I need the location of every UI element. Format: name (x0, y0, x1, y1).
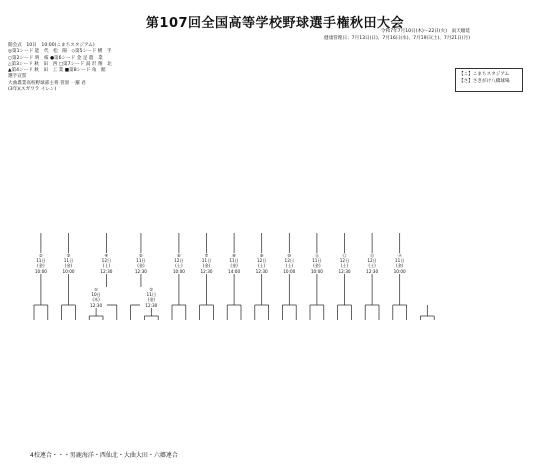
match-time: 12:30 (90, 302, 103, 308)
second-round-match (361, 253, 383, 274)
match-num: ⑬ (369, 253, 375, 258)
match-date: 11日 (312, 258, 322, 264)
match-day: (金) (64, 263, 73, 269)
second-round-match (389, 253, 411, 274)
match-time: 10:00 (172, 268, 185, 274)
seed-row: ▲第4シード 秋 田 工 業 ■第8シード 角 館 (8, 68, 106, 74)
match-day: (土) (102, 263, 111, 269)
match-date: 11日 (229, 258, 239, 264)
match-num: ② (39, 253, 43, 258)
match-day: (木) (92, 297, 100, 303)
match-num: ⑦ (204, 253, 209, 258)
second-round-match (223, 253, 245, 274)
match-num: ⑭ (397, 253, 402, 258)
match-day: (土) (340, 263, 349, 269)
second-round-match (251, 253, 273, 274)
seed-row: △第3シード 秋 田 西 □第7シード 湯 沢 翔 北 (8, 61, 112, 67)
match-num: ⑪ (314, 253, 319, 258)
second-round-match (95, 253, 117, 274)
match-date: 11日 (394, 258, 405, 264)
first-round-match (85, 287, 107, 308)
match-day: (金) (230, 263, 238, 269)
second-round-match (168, 253, 190, 274)
second-round-match (30, 253, 52, 274)
match-day: (土) (285, 263, 294, 269)
seed-row: ○第2シード 明 桜 ●第6シード 金 足 農 業 (8, 55, 103, 61)
match-day: (金) (395, 263, 404, 269)
match-day: (金) (137, 263, 145, 269)
match-date: 11日 (136, 258, 146, 264)
rest-days: 健康管理日：7月13日(日)、7月16日(水)、7月19日(土)、7月21日(月) (324, 36, 470, 41)
match-num: ⑧ (232, 253, 236, 258)
match-time: 12:30 (145, 302, 158, 308)
match-date: 12日 (101, 258, 112, 264)
match-num: ⑨ (259, 253, 264, 258)
match-num: ④ (104, 253, 109, 258)
second-round-match (306, 253, 328, 274)
match-time: 12:30 (338, 268, 351, 274)
oath-name: 大曲農業高校野球部主将 菅原 一羅 君 (8, 80, 86, 86)
match-date: 11日 (63, 258, 74, 264)
match-date: 12日 (367, 258, 377, 264)
match-num: ⑥ (177, 253, 181, 258)
match-day: (金) (37, 263, 45, 269)
match-time: 10:00 (34, 268, 47, 274)
second-round-match (334, 253, 356, 274)
match-num: ⑩ (287, 253, 292, 258)
match-date: 12日 (339, 258, 350, 264)
match-num: ① (149, 287, 154, 292)
match-num: ① (94, 287, 98, 292)
match-time: 10:00 (283, 268, 296, 274)
opening-ceremony: 開会式 10日 10:00(こまちスタジアム) (8, 43, 95, 48)
match-num: ⑫ (342, 253, 347, 258)
match-time: 12:30 (200, 268, 213, 274)
match-day: (金) (202, 263, 211, 269)
second-round-match (278, 253, 300, 274)
seed-row: ◎第1シード 能 代 松 陽 ◇第5シード 横 手 (8, 49, 112, 55)
match-date: 12日 (174, 258, 184, 264)
second-round-match (196, 253, 218, 274)
legend-sakigake: 【さ】さきがけ八橋球場 (459, 79, 510, 84)
match-date: 11日 (36, 258, 46, 264)
footnote: 4校連合・・・男鹿海洋・西仙北・大曲大田・六郷連合 (30, 452, 178, 459)
match-time: 10:00 (393, 268, 406, 274)
match-num: ⑤ (139, 253, 143, 258)
match-day: (土) (368, 263, 376, 269)
match-day: (金) (147, 297, 156, 303)
match-time: 12:30 (366, 268, 379, 274)
match-time: 12:30 (100, 268, 113, 274)
oath-grade: (3年)(スガワラ イレン) (8, 87, 57, 93)
match-day: (土) (175, 263, 183, 269)
match-date: 12日 (284, 258, 295, 264)
match-day: (土) (257, 263, 266, 269)
match-date: 11日 (146, 292, 157, 298)
match-day: (金) (313, 263, 321, 269)
match-num: ③ (66, 253, 71, 258)
match-time: 12:30 (134, 268, 147, 274)
page-title: 第107回全国高等学校野球選手権秋田大会 (145, 16, 405, 31)
second-round-match (130, 253, 152, 274)
tournament-period: 令和7年7月10日(木)～22日(火) 雨天順延 (380, 29, 470, 34)
legend-komachi: 【こ】こまちスタジアム (459, 72, 510, 77)
match-date: 10日 (91, 292, 101, 298)
match-time: 10:00 (310, 268, 323, 274)
first-round-match (140, 287, 162, 308)
match-date: 11日 (201, 258, 212, 264)
match-time: 14:00 (228, 268, 241, 274)
match-date: 12日 (256, 258, 267, 264)
oath-heading: 選手宣誓 (8, 74, 27, 80)
match-time: 12:30 (255, 268, 268, 274)
second-round-match (58, 253, 80, 274)
match-time: 10:00 (62, 268, 75, 274)
